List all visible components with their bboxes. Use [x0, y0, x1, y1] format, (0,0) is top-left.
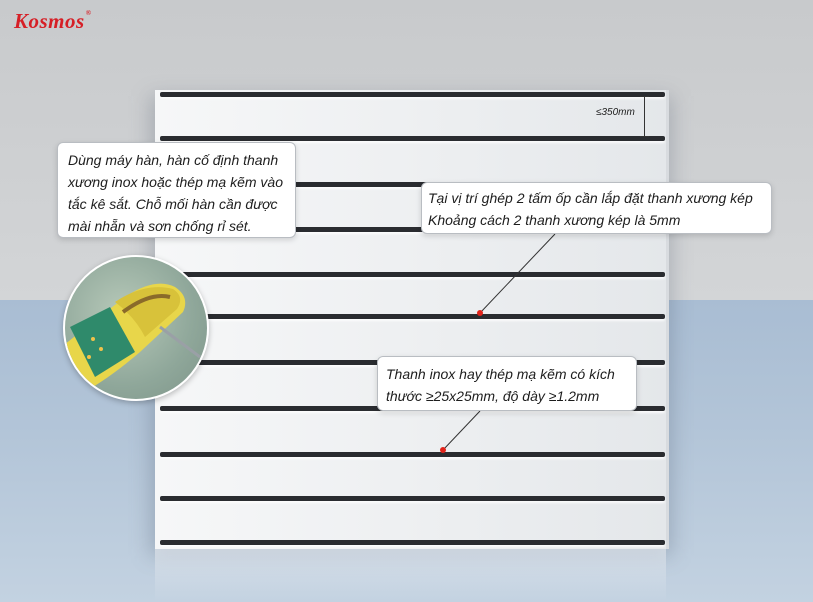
- callout-welding-line-3: tắc kê sắt. Chỗ mối hàn cần được: [68, 196, 278, 212]
- welding-detail-zoom: [63, 255, 209, 401]
- leader-line-bar: [443, 411, 480, 450]
- callout-bar-spec: [377, 356, 637, 411]
- callout-bar-spec-line-2: thước ≥25x25mm, độ dày ≥1.2mm: [386, 388, 600, 404]
- brand-logo-text: Kosmos: [14, 9, 85, 33]
- callout-bar-spec-line-1: Thanh inox hay thép mạ kẽm có kích: [386, 366, 615, 382]
- registered-mark: ®: [85, 9, 92, 17]
- callout-joint-line-1: Tại vị trí ghép 2 tấm ốp cần lắp đặt thanh xương kép: [428, 190, 753, 206]
- marker-dot-joint: [477, 310, 483, 316]
- dimension-label: ≤350mm: [596, 107, 635, 118]
- callout-welding: [57, 142, 296, 238]
- callout-welding-line-1: Dùng máy hàn, hàn cố định thanh: [68, 152, 279, 168]
- callout-welding-line-4: mài nhẵn và sơn chống rỉ sét.: [68, 218, 252, 234]
- leader-line-joint: [480, 234, 555, 313]
- welding-torch-detail-icon: [65, 257, 207, 399]
- callout-joint: [421, 182, 772, 234]
- callout-joint-line-2: Khoảng cách 2 thanh xương kép là 5mm: [428, 212, 681, 228]
- marker-dot-bar: [440, 447, 446, 453]
- callout-welding-line-2: xương inox hoặc thép mạ kẽm vào: [68, 174, 284, 190]
